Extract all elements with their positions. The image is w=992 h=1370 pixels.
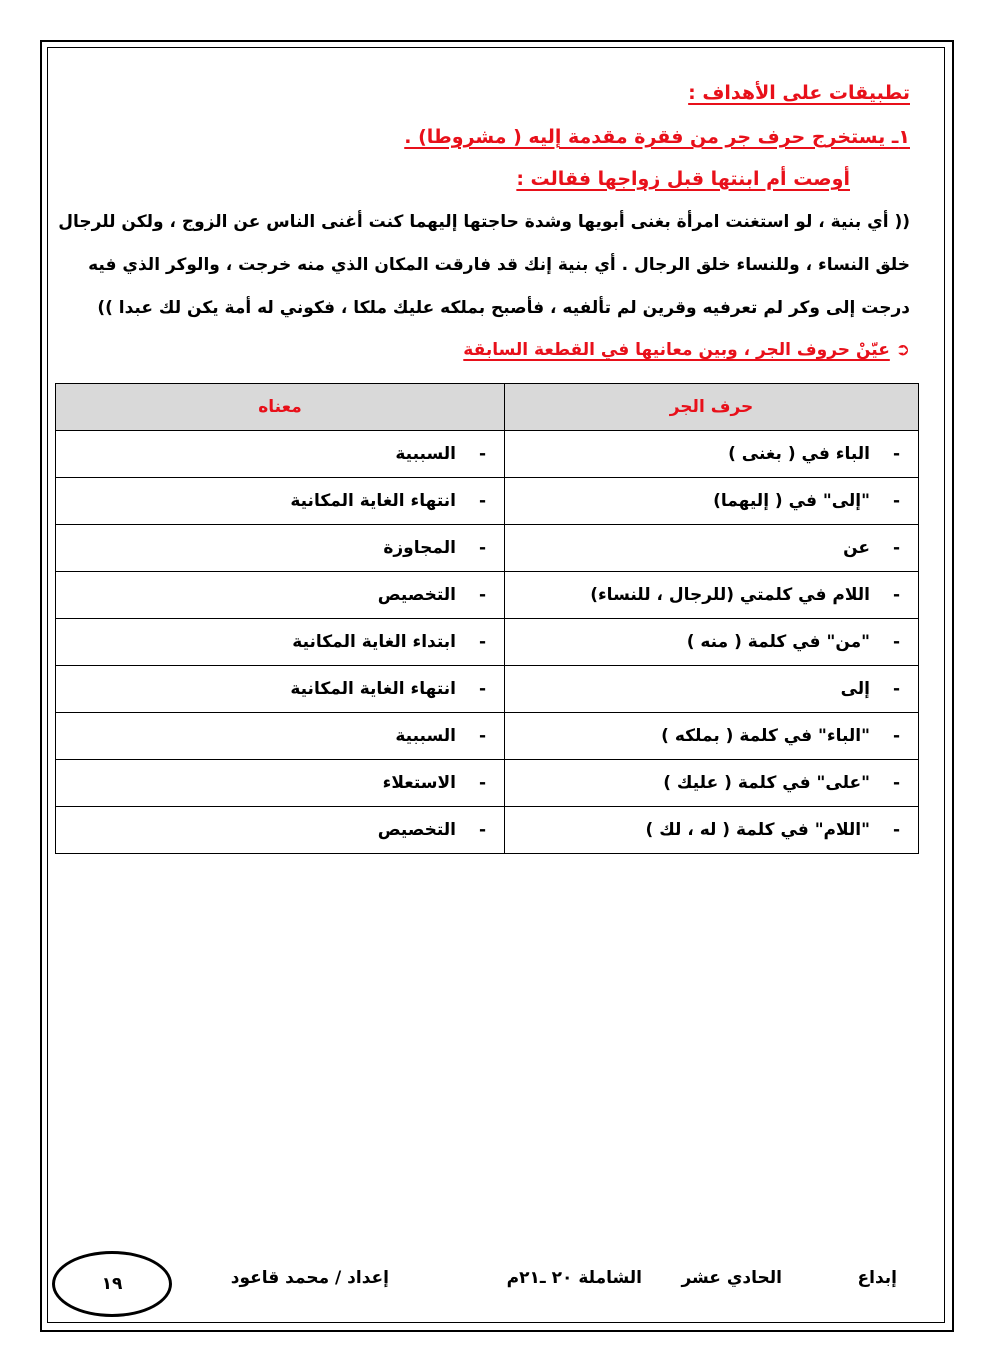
meaning-text: السببية (395, 444, 456, 464)
meaning-text: ابتداء الغاية المكانية (292, 632, 456, 652)
preposition-text: "من" في كلمة ( منه ) (686, 632, 870, 652)
passage-intro: أوصت أم ابنتها قبل زواجها فقالت : (516, 168, 850, 190)
dash-bullet: - (892, 820, 900, 840)
dash-bullet: - (478, 444, 486, 464)
dash-bullet: - (478, 538, 486, 558)
header-meaning: معناه (56, 384, 505, 431)
dash-bullet: - (892, 585, 900, 605)
passage-line: خلق النساء ، وللنساء خلق الرجال . أي بنية إنك قد فارقت المكان الذي منه خرجت ، والوكر الذي فيه (88, 255, 910, 275)
preposition-text: اللام في كلمتي (للرجال ، للنساء) (590, 585, 870, 605)
table-header-row (56, 384, 919, 431)
dash-bullet: - (892, 444, 900, 464)
preposition-text: عن (843, 538, 870, 558)
dash-bullet: - (478, 773, 486, 793)
preposition-text: الباء في ( بغنى ) (728, 444, 870, 464)
meaning-text: انتهاء الغاية المكانية (290, 491, 456, 511)
footer-brand: إبداع (857, 1268, 897, 1288)
dash-bullet: - (478, 632, 486, 652)
meaning-text: التخصيص (377, 585, 456, 605)
preposition-cell (505, 478, 919, 525)
preposition-cell (505, 572, 919, 619)
passage-line: (( أي بنية ، لو استغنت امرأة بغنى أبويها وشدة حاجتها إليهما كنت أغنى الناس عن الزوج ، ولكن للرجال (58, 212, 910, 232)
table-row (56, 807, 919, 854)
dash-bullet: - (892, 538, 900, 558)
question-text: عيّنْ حروف الجر ، وبين معانيها في القطعة السابقة (463, 340, 890, 360)
meaning-text: الاستعلاء (382, 773, 456, 793)
footer-author: إعداد / محمد قاعود (230, 1268, 389, 1288)
table-row (56, 760, 919, 807)
meaning-cell (56, 713, 505, 760)
meaning-text: السببية (395, 726, 456, 746)
preposition-text: إلى (840, 679, 870, 699)
preposition-cell (505, 807, 919, 854)
footer-edition: الشاملة ٢٠ ـ٢١م (506, 1268, 642, 1288)
dash-bullet: - (478, 726, 486, 746)
preposition-text: "على" في كلمة ( عليك ) (663, 773, 870, 793)
table-row (56, 478, 919, 525)
dash-bullet: - (478, 820, 486, 840)
meaning-cell (56, 431, 505, 478)
meaning-text: انتهاء الغاية المكانية (290, 679, 456, 699)
preposition-text: "اللام" في كلمة ( له ، لك ) (645, 820, 870, 840)
dash-bullet: - (892, 632, 900, 652)
preposition-cell (505, 760, 919, 807)
dash-bullet: - (892, 773, 900, 793)
preposition-text: "إلى" في ( إليهما) (713, 491, 870, 511)
objective: ١ـ يستخرج حرف جر من فقرة مقدمة إليه ( مشروطا) . (404, 126, 910, 148)
preposition-cell (505, 713, 919, 760)
footer-grade: الحادي عشر (681, 1268, 782, 1288)
preposition-cell (505, 619, 919, 666)
preposition-cell (505, 525, 919, 572)
meaning-text: المجاوزة (383, 538, 456, 558)
dash-bullet: - (478, 585, 486, 605)
arrow-bullet-icon: ➲ (895, 340, 910, 360)
table-row (56, 666, 919, 713)
dash-bullet: - (478, 679, 486, 699)
meaning-cell (56, 807, 505, 854)
dash-bullet: - (892, 491, 900, 511)
preposition-text: "الباء" في كلمة ( بملكه ) (661, 726, 870, 746)
table-row (56, 713, 919, 760)
meaning-cell (56, 572, 505, 619)
table-row (56, 525, 919, 572)
meaning-text: التخصيص (377, 820, 456, 840)
answer-table (55, 383, 919, 854)
meaning-cell (56, 525, 505, 572)
table-row (56, 572, 919, 619)
preposition-cell (505, 431, 919, 478)
dash-bullet: - (478, 491, 486, 511)
header-preposition: حرف الجر (505, 384, 919, 431)
section-heading: تطبيقات على الأهداف : (688, 82, 910, 104)
table-row (56, 431, 919, 478)
meaning-cell (56, 478, 505, 525)
meaning-cell (56, 760, 505, 807)
preposition-cell (505, 666, 919, 713)
passage-line: درجت إلى وكر لم تعرفيه وقرين لم تألفيه ، فأصبح بملكه عليك ملكا ، فكوني له أمة يكن لك عبدا )) (97, 298, 910, 318)
question (463, 340, 910, 360)
page-number: ١٩ (52, 1251, 172, 1317)
meaning-cell (56, 619, 505, 666)
dash-bullet: - (892, 726, 900, 746)
dash-bullet: - (892, 679, 900, 699)
table-row (56, 619, 919, 666)
meaning-cell (56, 666, 505, 713)
